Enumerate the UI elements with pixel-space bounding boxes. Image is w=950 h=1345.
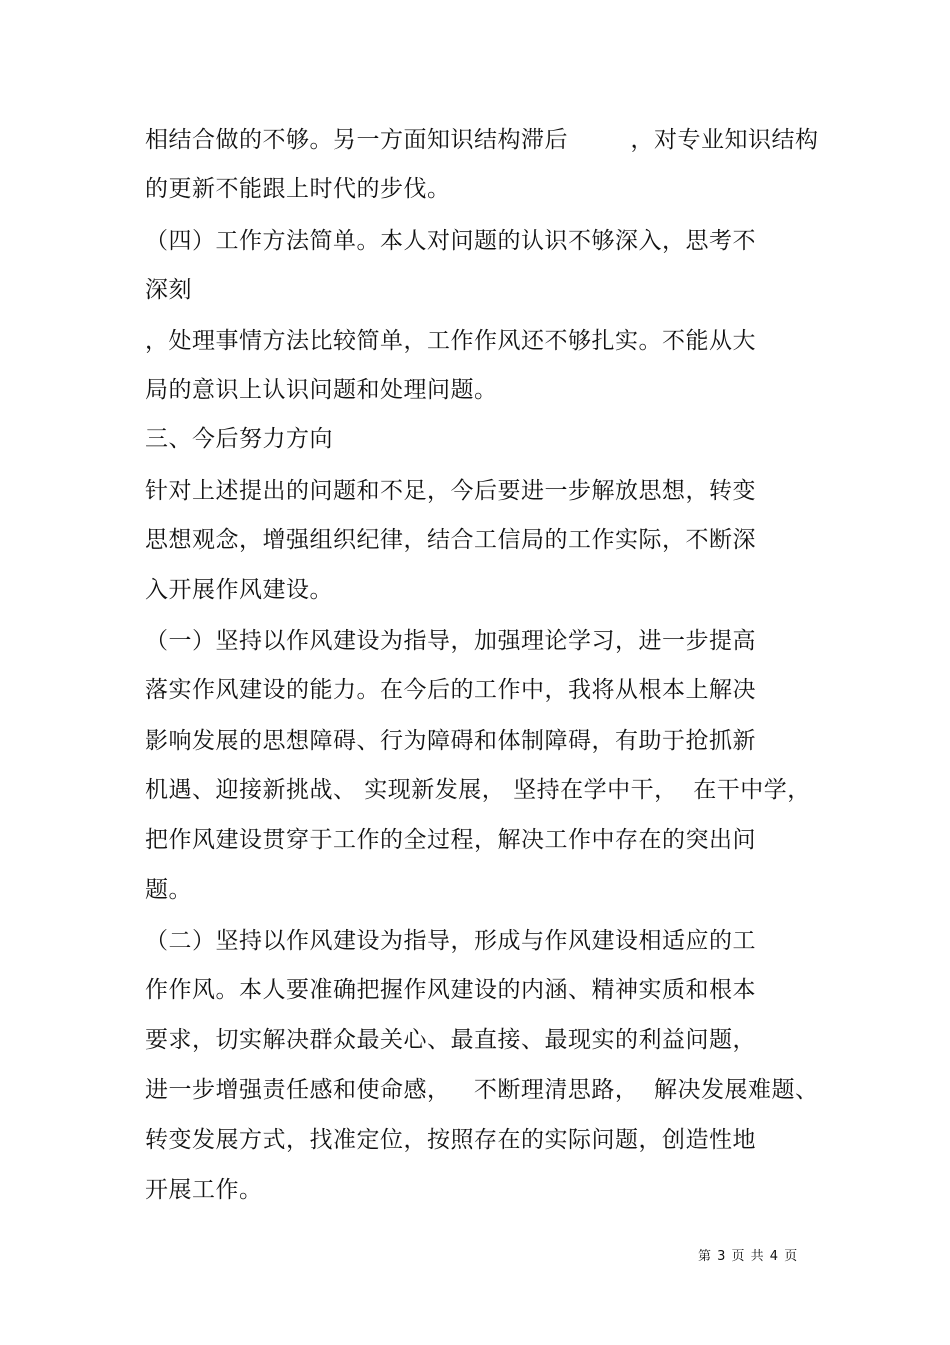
body-text-line: 深刻 <box>145 277 192 303</box>
body-text-line: （二）坚持以作风建设为指导，形成与作风建设相适应的工 <box>145 928 756 954</box>
body-text-line: 题。 <box>145 877 192 903</box>
page-number: 第 3 页 共 4 页 <box>698 1249 799 1264</box>
body-text-line: 开展工作。 <box>145 1177 263 1203</box>
section-heading: 三、今后努力方向 <box>145 426 333 452</box>
body-text-line: 入开展作风建设。 <box>145 577 333 603</box>
body-text-line: 思想观念，增强组织纪律，结合工信局的工作实际，不断深 <box>145 527 756 553</box>
body-text-line: ，处理事情方法比较简单，工作作风还不够扎实。不能从大 <box>145 328 756 354</box>
body-text-line: 局的意识上认识问题和处理问题。 <box>145 377 498 403</box>
body-text-line: 进一步增强责任感和使命感， 不断理清思路， 解决发展难题、 <box>145 1077 819 1103</box>
body-text-line: 影响发展的思想障碍、行为障碍和体制障碍，有助于抢抓新 <box>145 728 756 754</box>
body-text-line: 的更新不能跟上时代的步伐。 <box>145 176 451 202</box>
body-text-line: （一）坚持以作风建设为指导，加强理论学习，进一步提高 <box>145 628 756 654</box>
body-text-line: 把作风建设贯穿于工作的全过程，解决工作中存在的突出问 <box>145 827 756 853</box>
body-text-line: 针对上述提出的问题和不足，今后要进一步解放思想，转变 <box>145 478 756 504</box>
body-text-line: 要求，切实解决群众最关心、最直接、最现实的利益问题， <box>145 1027 756 1053</box>
body-text-line: 相结合做的不够。另一方面知识结构滞后 ，对专业知识结构 <box>145 127 819 153</box>
body-text-line: 机遇、迎接新挑战、 实现新发展， 坚持在学中干， 在干中学， <box>145 777 811 803</box>
body-text-line: 落实作风建设的能力。在今后的工作中，我将从根本上解决 <box>145 677 756 703</box>
body-text-line: （四）工作方法简单。本人对问题的认识不够深入，思考不 <box>145 228 756 254</box>
body-text-line: 转变发展方式，找准定位，按照存在的实际问题，创造性地 <box>145 1127 756 1153</box>
body-text-line: 作作风。本人要准确把握作风建设的内涵、精神实质和根本 <box>145 977 756 1003</box>
